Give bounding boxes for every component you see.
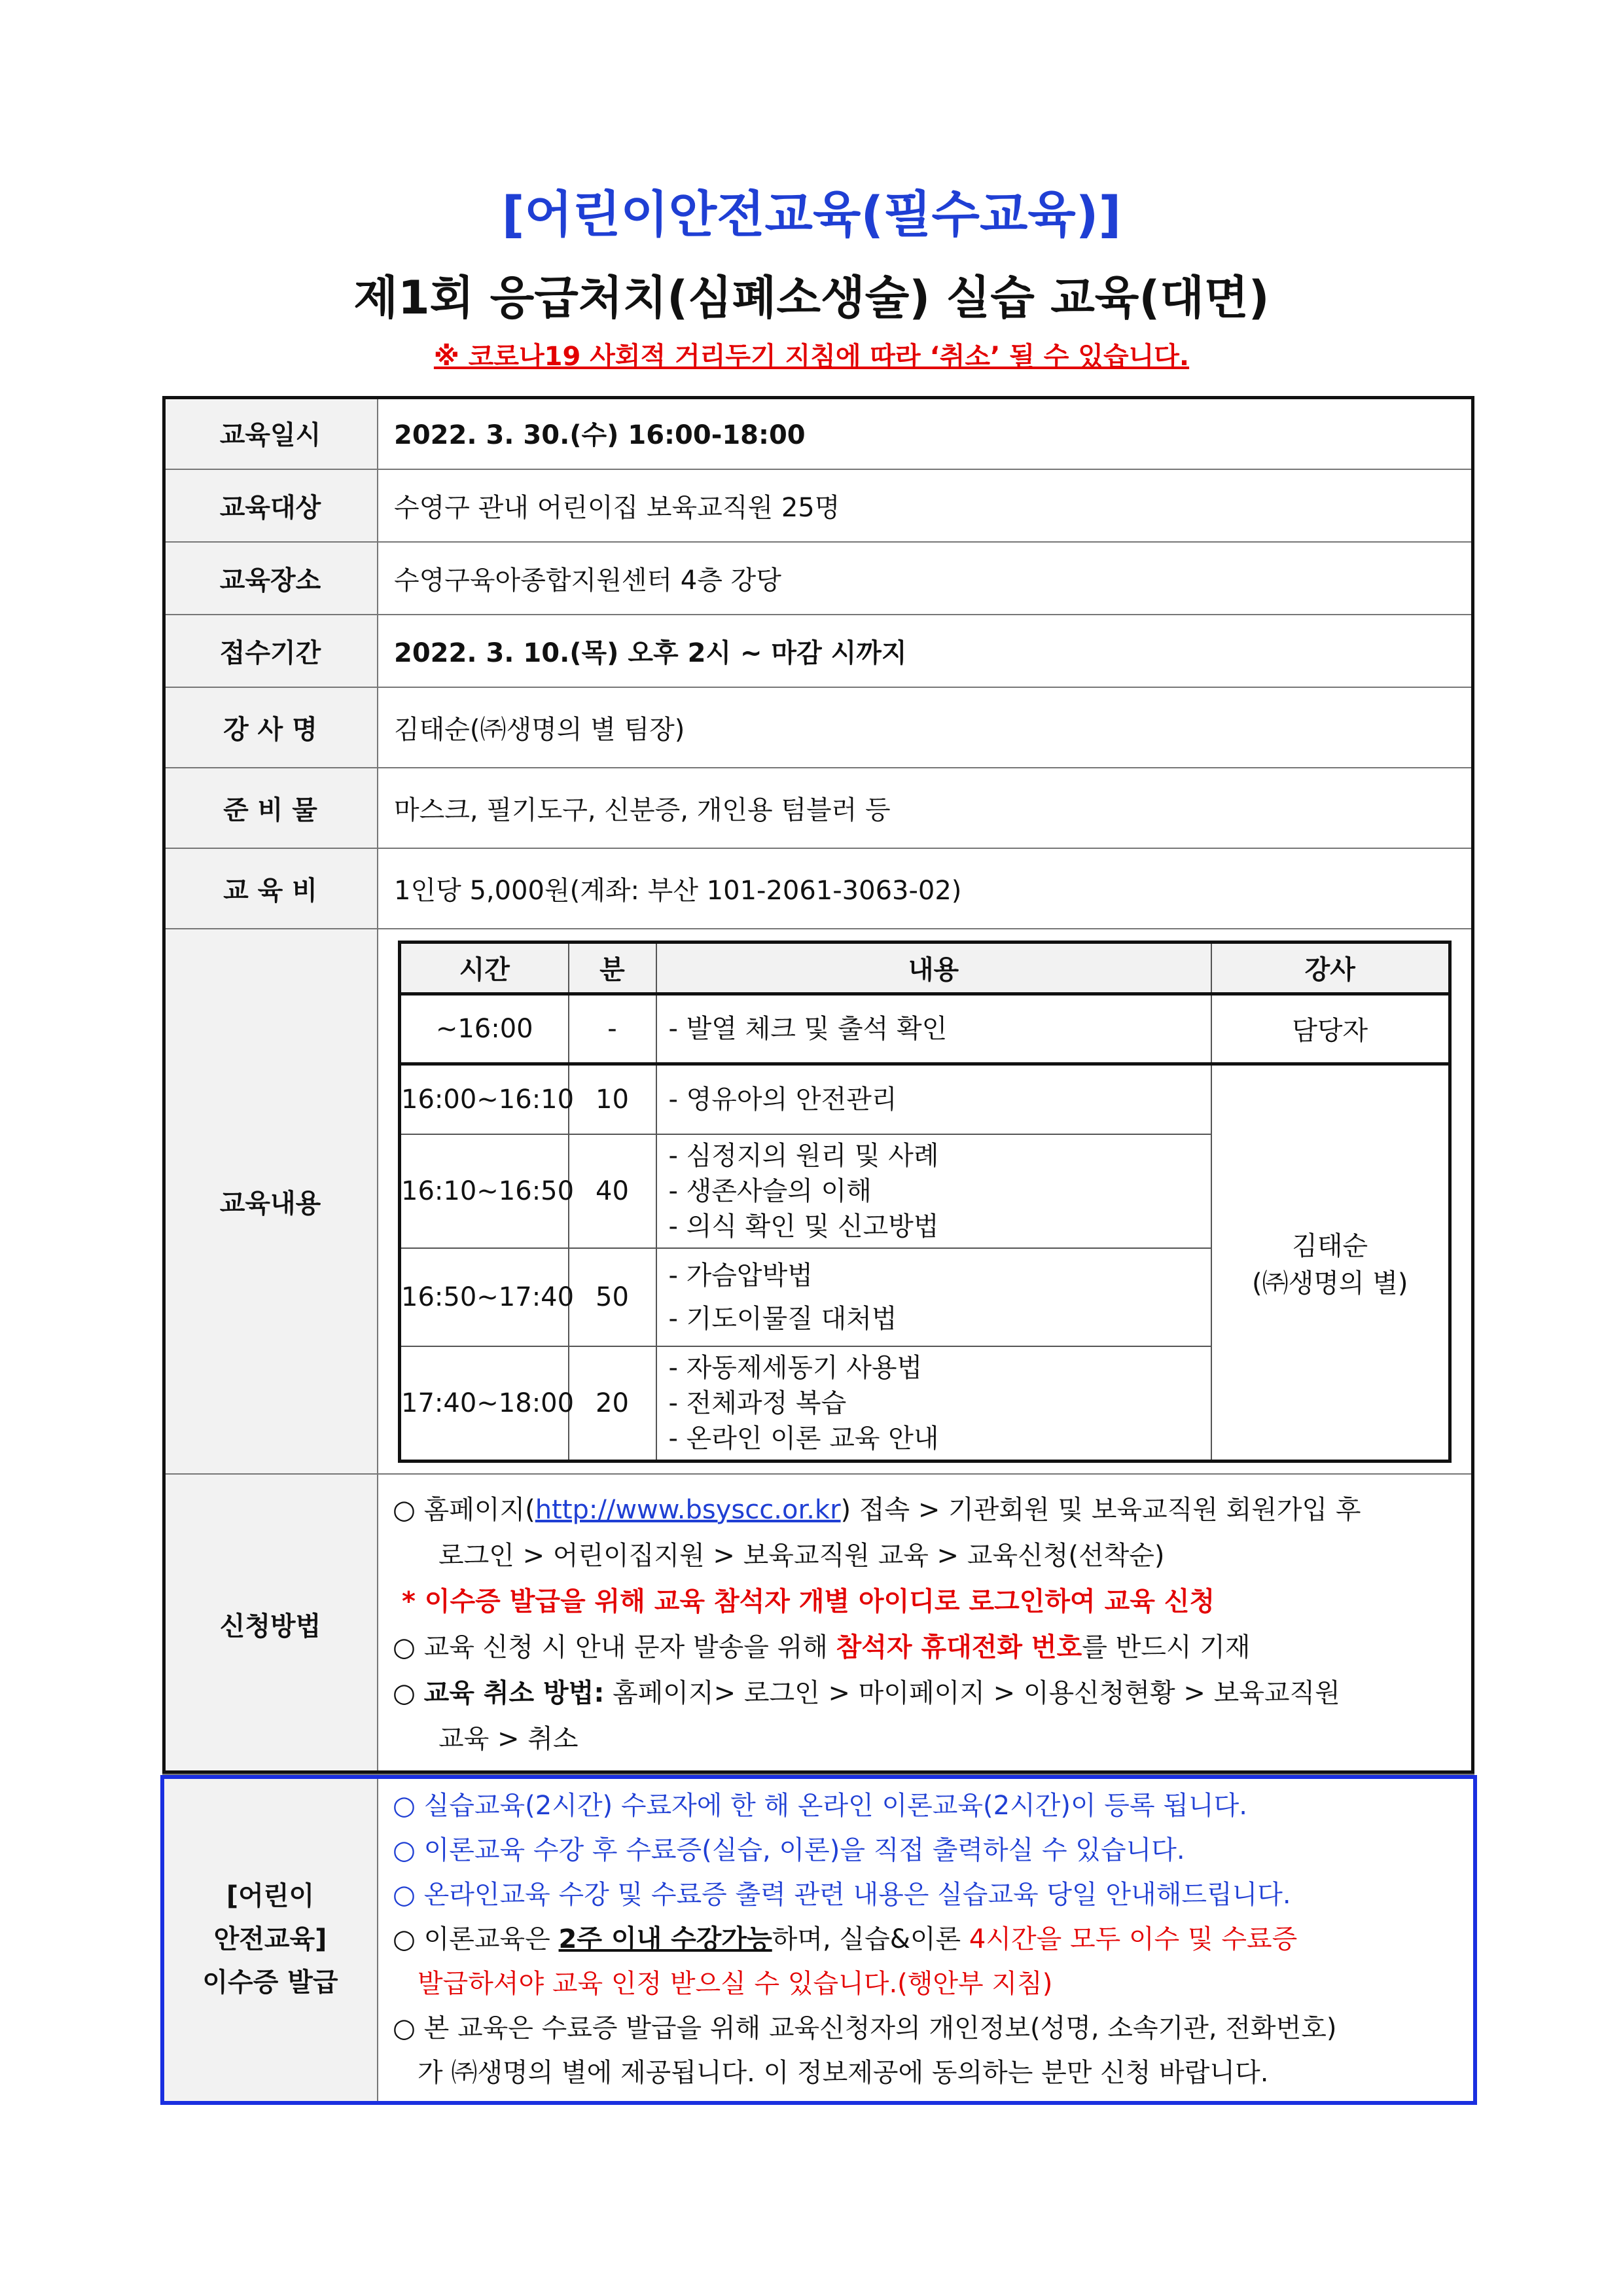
schedule-table [398,941,1452,1463]
certificate-info [378,1774,1474,2104]
cancellation-warning: ※ 코로나19 사회적 거리두기 지침에 따라 ‘취소’ 될 수 있습니다. [433,342,1190,372]
label-place: 교육장소 [163,542,378,615]
apply-line: 로그인 > 어린이집지원 > 보육교직원 교육 > 교육신청(선착순) [438,1540,1165,1571]
content [656,1134,1211,1248]
apply-line: 교육 > 취소 [438,1723,579,1754]
content-line: - 생존사슬의 이해 [668,1175,872,1206]
instructor: 담당자 [1211,994,1450,1064]
label-certificate [163,1774,378,2104]
cert-text: ○ 이론교육은 [393,1924,559,1954]
row-target [163,469,1474,542]
content-line: - 가슴압박법 [668,1260,813,1291]
minutes: 20 [569,1346,656,1462]
value-date: 2022. 3. 30.(수) 16:00-18:00 [378,397,1474,469]
schedule-row [400,994,1450,1064]
row-fee [163,848,1474,929]
value-period: 2022. 3. 10.(목) 오후 2시 ~ 마감 시까지 [378,615,1474,687]
minutes: - [569,994,656,1064]
label-date: 교육일시 [163,397,378,469]
cancel-method-label: 교육 취소 방법: [423,1677,605,1708]
apply-line [378,1624,1473,1670]
time: 16:00~16:10 [400,1064,569,1134]
value-instructor: 김태순(㈜생명의 별 팀장) [378,687,1474,768]
label-line: 이수증 발급 [202,1967,338,1998]
minutes: 10 [569,1064,656,1134]
label-period: 접수기간 [163,615,378,687]
row-content [163,929,1474,1474]
row-instructor [163,687,1474,768]
label-supplies: 준 비 물 [163,768,378,848]
header-time: 시간 [400,942,569,994]
apply-text: 홈페이지> 로그인 > 마이페이지 > 이용신청현황 > 보육교직원 [604,1677,1340,1708]
document-subtitle: 제1회 응급처치(심폐소생술) 실습 교육(대면) [353,271,1270,325]
value-fee: 1인당 5,000원(계좌: 부산 101-2061-3063-02) [378,848,1474,929]
row-place [163,542,1474,615]
minutes: 50 [569,1248,656,1346]
four-hour-emphasis: 4시간을 모두 이수 및 수료증 [969,1924,1298,1954]
schedule-header [400,942,1450,994]
content-line: - 심정지의 원리 및 사례 [668,1140,939,1171]
apply-text: ○ 교육 신청 시 안내 문자 발송을 위해 [393,1632,836,1662]
content: - 발열 체크 및 출석 확인 [656,994,1211,1064]
row-period [163,615,1474,687]
minutes: 40 [569,1134,656,1248]
time: ~16:00 [400,994,569,1064]
value-supplies: 마스크, 필기도구, 신분증, 개인용 텀블러 등 [378,768,1474,848]
time: 16:50~17:40 [400,1248,569,1346]
cert-line: ○ 본 교육은 수료증 발급을 위해 교육신청자의 개인정보(성명, 소속기관, 전화번호) [393,2013,1337,2043]
header-content: 내용 [656,942,1211,994]
time: 17:40~18:00 [400,1346,569,1462]
apply-text: ○ 홈페이지( [393,1494,535,1525]
label-fee: 교 육 비 [163,848,378,929]
content-line: - 전체과정 복습 [668,1388,847,1418]
label-target: 교육대상 [163,469,378,542]
row-supplies [163,768,1474,848]
apply-line [378,1670,1473,1716]
cert-line: ○ 이론교육 수강 후 수료증(실습, 이론)을 직접 출력하실 수 있습니다. [393,1835,1185,1865]
document-title: [어린이안전교육(필수교육)] [501,185,1122,243]
instructor-name: 김태순 [1292,1230,1368,1261]
row-apply [163,1474,1474,1774]
header-minutes: 분 [569,942,656,994]
content-line: - 온라인 이론 교육 안내 [668,1423,939,1454]
label-line: [어린이 [226,1881,315,1911]
two-week-emphasis: 2주 이내 수강가능 [558,1924,772,1954]
value-target: 수영구 관내 어린이집 보육교직원 25명 [378,469,1474,542]
content: - 영유아의 안전관리 [656,1064,1211,1134]
label-line: 안전교육] [213,1924,327,1954]
cert-line: 가 ㈜생명의 별에 제공됩니다. 이 정보제공에 동의하는 분만 신청 바랍니다. [418,2058,1269,2088]
apply-text: ) 접속 > 기관회원 및 보육교직원 회원가입 후 [840,1494,1361,1525]
cert-text: 하며, 실습&이론 [772,1924,969,1954]
apply-text: ○ [393,1677,424,1708]
instructor-org: (㈜생명의 별) [1252,1268,1408,1299]
cert-line: ○ 온라인교육 수강 및 수료증 출력 관련 내용은 실습교육 당일 안내해드립니다. [393,1880,1291,1910]
header-instructor: 강사 [1211,942,1450,994]
content [656,1248,1211,1346]
content-line: - 의식 확인 및 신고방법 [668,1211,939,1242]
homepage-link[interactable]: http://www.bsyscc.or.kr [535,1494,841,1525]
apply-text: 를 반드시 기재 [1082,1632,1251,1662]
cert-line [378,1917,1473,1962]
apply-method [378,1474,1474,1774]
info-table [162,396,1474,2105]
value-place: 수영구육아종합지원센터 4층 강당 [378,542,1474,615]
row-certificate [163,1774,1474,2104]
cert-line: ○ 실습교육(2시간) 수료자에 한 해 온라인 이론교육(2시간)이 등록 됩니다. [393,1791,1247,1821]
label-content: 교육내용 [163,929,378,1474]
cert-line: 발급하셔야 교육 인정 받으실 수 있습니다.(행안부 지침) [418,1969,1053,1999]
label-instructor: 강 사 명 [163,687,378,768]
apply-line [378,1487,1473,1533]
instructor-merged [1211,1064,1450,1461]
content-line: - 기도이물질 대처법 [668,1303,897,1334]
time: 16:10~16:50 [400,1134,569,1248]
schedule-row [400,1064,1450,1134]
content [656,1346,1211,1462]
row-date [163,397,1474,469]
label-apply: 신청방법 [163,1474,378,1774]
apply-notice: * 이수증 발급을 위해 교육 참석자 개별 아이디로 로그인하여 교육 신청 [402,1586,1215,1617]
schedule-cell [378,929,1474,1474]
phone-emphasis: 참석자 휴대전화 번호 [836,1632,1082,1662]
content-line: - 자동제세동기 사용법 [668,1352,923,1383]
